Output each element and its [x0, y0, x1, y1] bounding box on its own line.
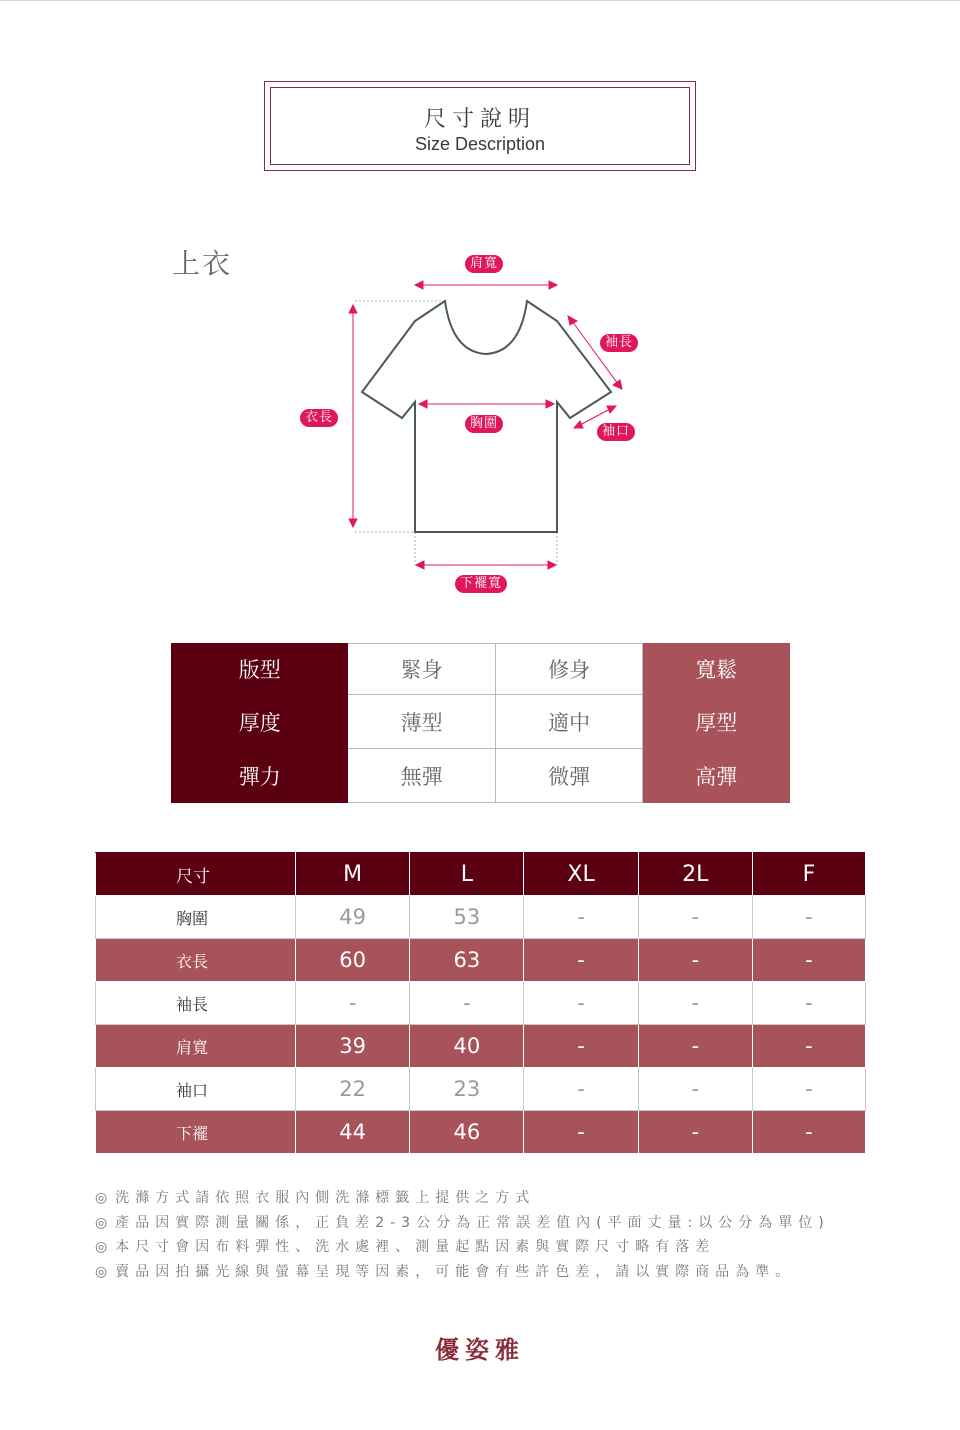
- table-cell: 46: [410, 1111, 524, 1154]
- table-cell: -: [524, 1111, 638, 1154]
- table-row: [96, 1111, 866, 1154]
- table-cell: 23: [410, 1068, 524, 1111]
- table-row: [96, 896, 866, 939]
- notes-list: [95, 1186, 895, 1284]
- table-cell: -: [752, 1025, 865, 1068]
- circle-bullet-icon: ◎: [95, 1239, 108, 1255]
- table-cell: -: [524, 1068, 638, 1111]
- table-cell: -: [752, 1068, 865, 1111]
- table-cell: -: [752, 982, 865, 1025]
- tshirt-diagram: [0, 0, 960, 620]
- table-cell: -: [638, 1068, 752, 1111]
- style-option: 無彈: [348, 749, 496, 803]
- table-cell: -: [638, 1111, 752, 1154]
- style-row-head: 版型: [172, 644, 348, 695]
- row-label: 肩寬: [96, 1025, 296, 1068]
- brand-name: 優姿雅: [435, 1336, 525, 1364]
- row-label: 胸圍: [96, 896, 296, 939]
- page-subtitle: Size Description: [414, 134, 546, 154]
- style-row: [172, 695, 790, 749]
- tag-chest: 胸圍: [465, 415, 503, 433]
- note-item: ◎ 洗滌方式請依照衣服內側洗滌標籤上提供之方式: [95, 1190, 536, 1206]
- style-option-selected: 高彈: [643, 749, 790, 803]
- table-cell: -: [752, 1111, 865, 1154]
- style-option: 適中: [495, 695, 643, 749]
- size-header-cell: 2L: [638, 853, 752, 896]
- tag-cuff: 袖口: [597, 423, 635, 441]
- table-cell: 49: [296, 896, 410, 939]
- style-option: 緊身: [348, 644, 496, 695]
- style-row: [172, 644, 790, 695]
- table-cell: 22: [296, 1068, 410, 1111]
- table-cell: -: [638, 982, 752, 1025]
- table-cell: 44: [296, 1111, 410, 1154]
- circle-bullet-icon: ◎: [95, 1263, 108, 1280]
- size-table-header: [96, 853, 866, 896]
- size-header-cell: M: [296, 853, 410, 896]
- table-cell: -: [638, 1025, 752, 1068]
- row-label: 袖長: [96, 982, 296, 1025]
- table-cell: 53: [410, 896, 524, 939]
- table-cell: -: [752, 896, 865, 939]
- table-cell: -: [638, 939, 752, 982]
- size-header-label: 尺寸: [96, 853, 296, 896]
- note-item: ◎ 產品因實際測量關係，正負差2-3公分為正常誤差值內(平面丈量:以公分為單位): [95, 1214, 830, 1231]
- row-label: 衣長: [96, 939, 296, 982]
- style-row: [172, 749, 790, 803]
- style-option: 薄型: [348, 695, 496, 749]
- style-table: [171, 643, 790, 803]
- style-option: 修身: [495, 644, 643, 695]
- table-row: [96, 1068, 866, 1111]
- style-option-selected: 寬鬆: [643, 644, 790, 695]
- size-header-cell: F: [752, 853, 865, 896]
- table-cell: -: [524, 896, 638, 939]
- tag-shoulder: 肩寬: [465, 255, 503, 273]
- size-table: [95, 852, 866, 1154]
- tag-length: 衣長: [300, 409, 338, 427]
- table-cell: -: [524, 939, 638, 982]
- table-cell: -: [524, 1025, 638, 1068]
- note-item: ◎ 本尺寸會因布料彈性、洗水處裡、測量起點因素與實際尺寸略有落差: [95, 1239, 716, 1255]
- size-header-cell: XL: [524, 853, 638, 896]
- tag-sleeve-length: 袖長: [600, 334, 638, 352]
- note-item: ◎ 賣品因拍攝光線與螢幕呈現等因素，可能會有些許色差，請以實際商品為準。: [95, 1263, 796, 1280]
- circle-bullet-icon: ◎: [95, 1214, 108, 1231]
- table-cell: -: [296, 982, 410, 1025]
- page-title: 尺寸說明: [423, 107, 536, 132]
- table-cell: -: [752, 939, 865, 982]
- style-option: 微彈: [495, 749, 643, 803]
- table-cell: 40: [410, 1025, 524, 1068]
- row-label: 下襬: [96, 1111, 296, 1154]
- size-header-cell: L: [410, 853, 524, 896]
- row-label: 袖口: [96, 1068, 296, 1111]
- section-label: 上衣: [172, 247, 233, 280]
- table-row: [96, 939, 866, 982]
- tag-hem: 下襬寬: [455, 575, 507, 593]
- table-row: [96, 982, 866, 1025]
- table-cell: -: [410, 982, 524, 1025]
- style-option-selected: 厚型: [643, 695, 790, 749]
- table-row: [96, 1025, 866, 1068]
- style-row-head: 厚度: [172, 695, 348, 749]
- table-cell: -: [524, 982, 638, 1025]
- table-cell: 60: [296, 939, 410, 982]
- table-cell: 63: [410, 939, 524, 982]
- table-cell: -: [638, 896, 752, 939]
- table-cell: 39: [296, 1025, 410, 1068]
- style-row-head: 彈力: [172, 749, 348, 803]
- circle-bullet-icon: ◎: [95, 1190, 108, 1206]
